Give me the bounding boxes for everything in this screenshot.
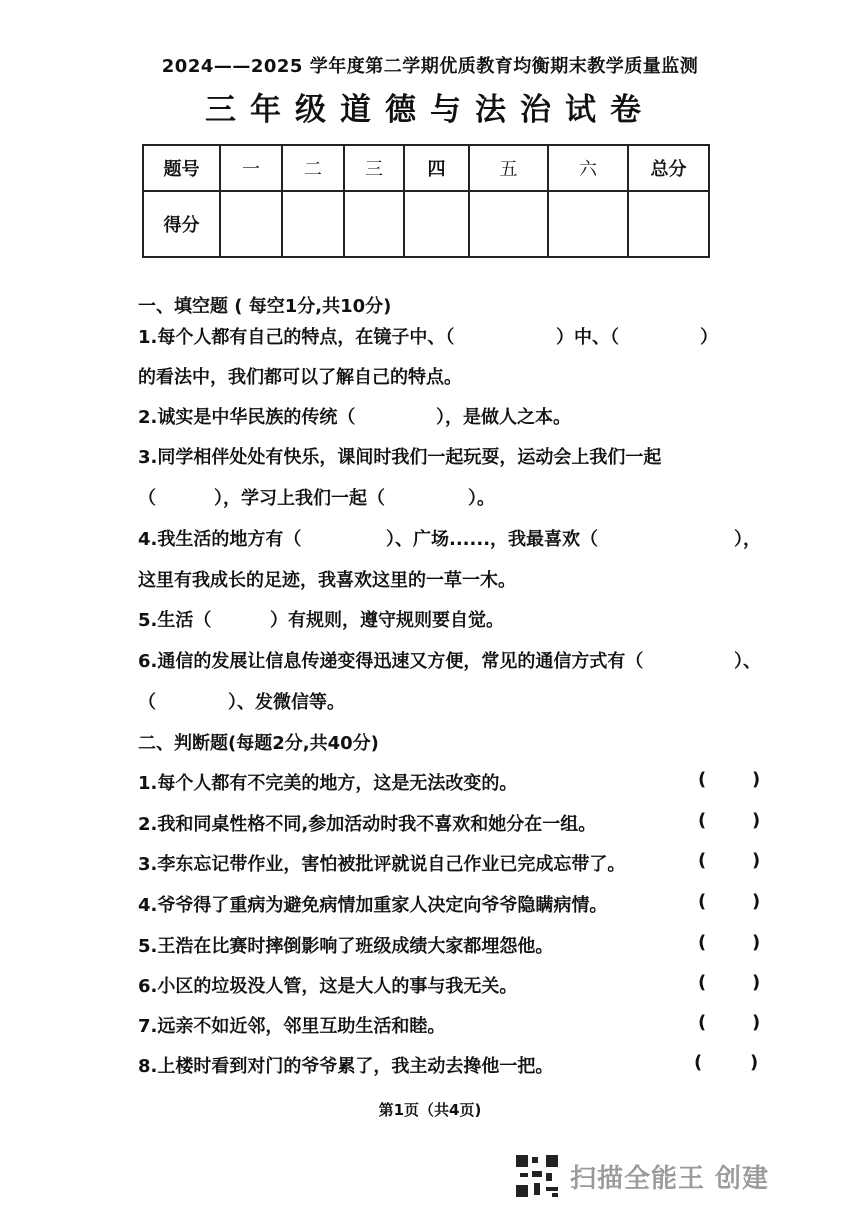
answer-open-paren: ( [698,769,707,790]
fill-q4-part2: ）、广场......，我最喜欢（ [386,529,599,550]
answer-open-paren: ( [698,972,707,993]
judge-item: 2.我和同桌性格不同,参加活动时我不喜欢和她分在一组。 [138,814,597,835]
score-cell [404,191,469,257]
answer-close-paren: ) [752,810,761,831]
section2-title: 二、判断题(每题2分,共40分) [138,733,379,754]
answer-open-paren: ( [698,932,707,953]
judge-item: 1.每个人都有不完美的地方，这是无法改变的。 [138,773,518,794]
score-header-cell: 总分 [628,145,709,191]
answer-close-paren: ) [752,891,761,912]
scanner-watermark [516,1155,769,1197]
answer-close-paren: ) [752,1012,761,1033]
answer-open-paren: ( [698,1012,707,1033]
fill-q2-part2: ），是做人之本。 [436,407,571,428]
answer-open-paren: ( [694,1052,703,1073]
judge-item: 7.远亲不如近邻，邻里互助生活和睦。 [138,1016,446,1037]
section1-title: 一、填空题 ( 每空1分,共10分) [138,296,392,317]
score-cell [344,191,404,257]
score-cell [628,191,709,257]
fill-q1-part4: 的看法中，我们都可以了解自己的特点。 [138,367,462,388]
page-number: 第1页（共4页) [378,1101,482,1119]
fill-q5-part1: 5.生活（ [138,610,212,631]
judge-item: 8.上楼时看到对门的爷爷累了，我主动去搀他一把。 [138,1056,554,1077]
judge-item: 4.爷爷得了重病为避免病情加重家人决定向爷爷隐瞒病情。 [138,895,608,916]
answer-close-paren: ) [752,972,761,993]
score-cell [282,191,344,257]
judge-item: 5.王浩在比赛时摔倒影响了班级成绩大家都埋怨他。 [138,936,554,957]
answer-open-paren: ( [698,850,707,871]
score-header-cell: 四 [404,145,469,191]
fill-q1-part1: 1.每个人都有自己的特点，在镜子中、（ [138,327,455,348]
score-cell [469,191,548,257]
score-cell [220,191,282,257]
answer-open-paren: ( [698,810,707,831]
exam-title: 三年级道德与法治试卷 [205,92,655,128]
score-table [142,144,710,258]
score-header-cell: 五 [469,145,548,191]
score-header-cell: 题号 [143,145,220,191]
qr-code-icon [516,1155,558,1197]
score-header-cell: 六 [548,145,628,191]
exam-header: 2024——2025 学年度第二学期优质教育均衡期末教学质量监测 [161,56,699,77]
answer-close-paren: ) [752,850,761,871]
fill-q4-part1: 4.我生活的地方有（ [138,529,302,550]
fill-q3-part1: 3.同学相伴处处有快乐，课间时我们一起玩耍，运动会上我们一起 [138,447,662,468]
fill-q3-part3: ），学习上我们一起（ [214,488,385,509]
fill-q3-part2: （ [138,488,156,509]
score-row-label: 得分 [143,191,220,257]
answer-open-paren: ( [698,891,707,912]
answer-close-paren: ) [750,1052,759,1073]
fill-q1-part2: ）中、（ [556,327,619,348]
fill-q1-part3: ） [700,327,718,348]
fill-q4-part4: 这里有我成长的足迹，我喜欢这里的一草一木。 [138,570,516,591]
judge-item: 6.小区的垃圾没人管，这是大人的事与我无关。 [138,976,518,997]
fill-q6-part3: （ [138,692,156,713]
fill-q6-part1: 6.通信的发展让信息传递变得迅速又方便，常见的通信方式有（ [138,651,644,672]
score-header-cell: 一 [220,145,282,191]
fill-q2-part1: 2.诚实是中华民族的传统（ [138,407,356,428]
score-header-cell: 二 [282,145,344,191]
judge-item: 3.李东忘记带作业，害怕被批评就说自己作业已完成忘带了。 [138,854,626,875]
fill-q6-part4: ）、发微信等。 [228,692,345,713]
fill-q4-part3: ）， [734,529,761,550]
watermark-text: 扫描全能王 创建 [570,1163,770,1194]
fill-q5-part2: ）有规则，遵守规则要自觉。 [270,610,504,631]
fill-q3-part4: ）。 [468,488,495,509]
score-header-cell: 三 [344,145,404,191]
answer-close-paren: ) [752,932,761,953]
answer-close-paren: ) [752,769,761,790]
score-cell [548,191,628,257]
fill-q6-part2: ）、 [734,651,761,672]
